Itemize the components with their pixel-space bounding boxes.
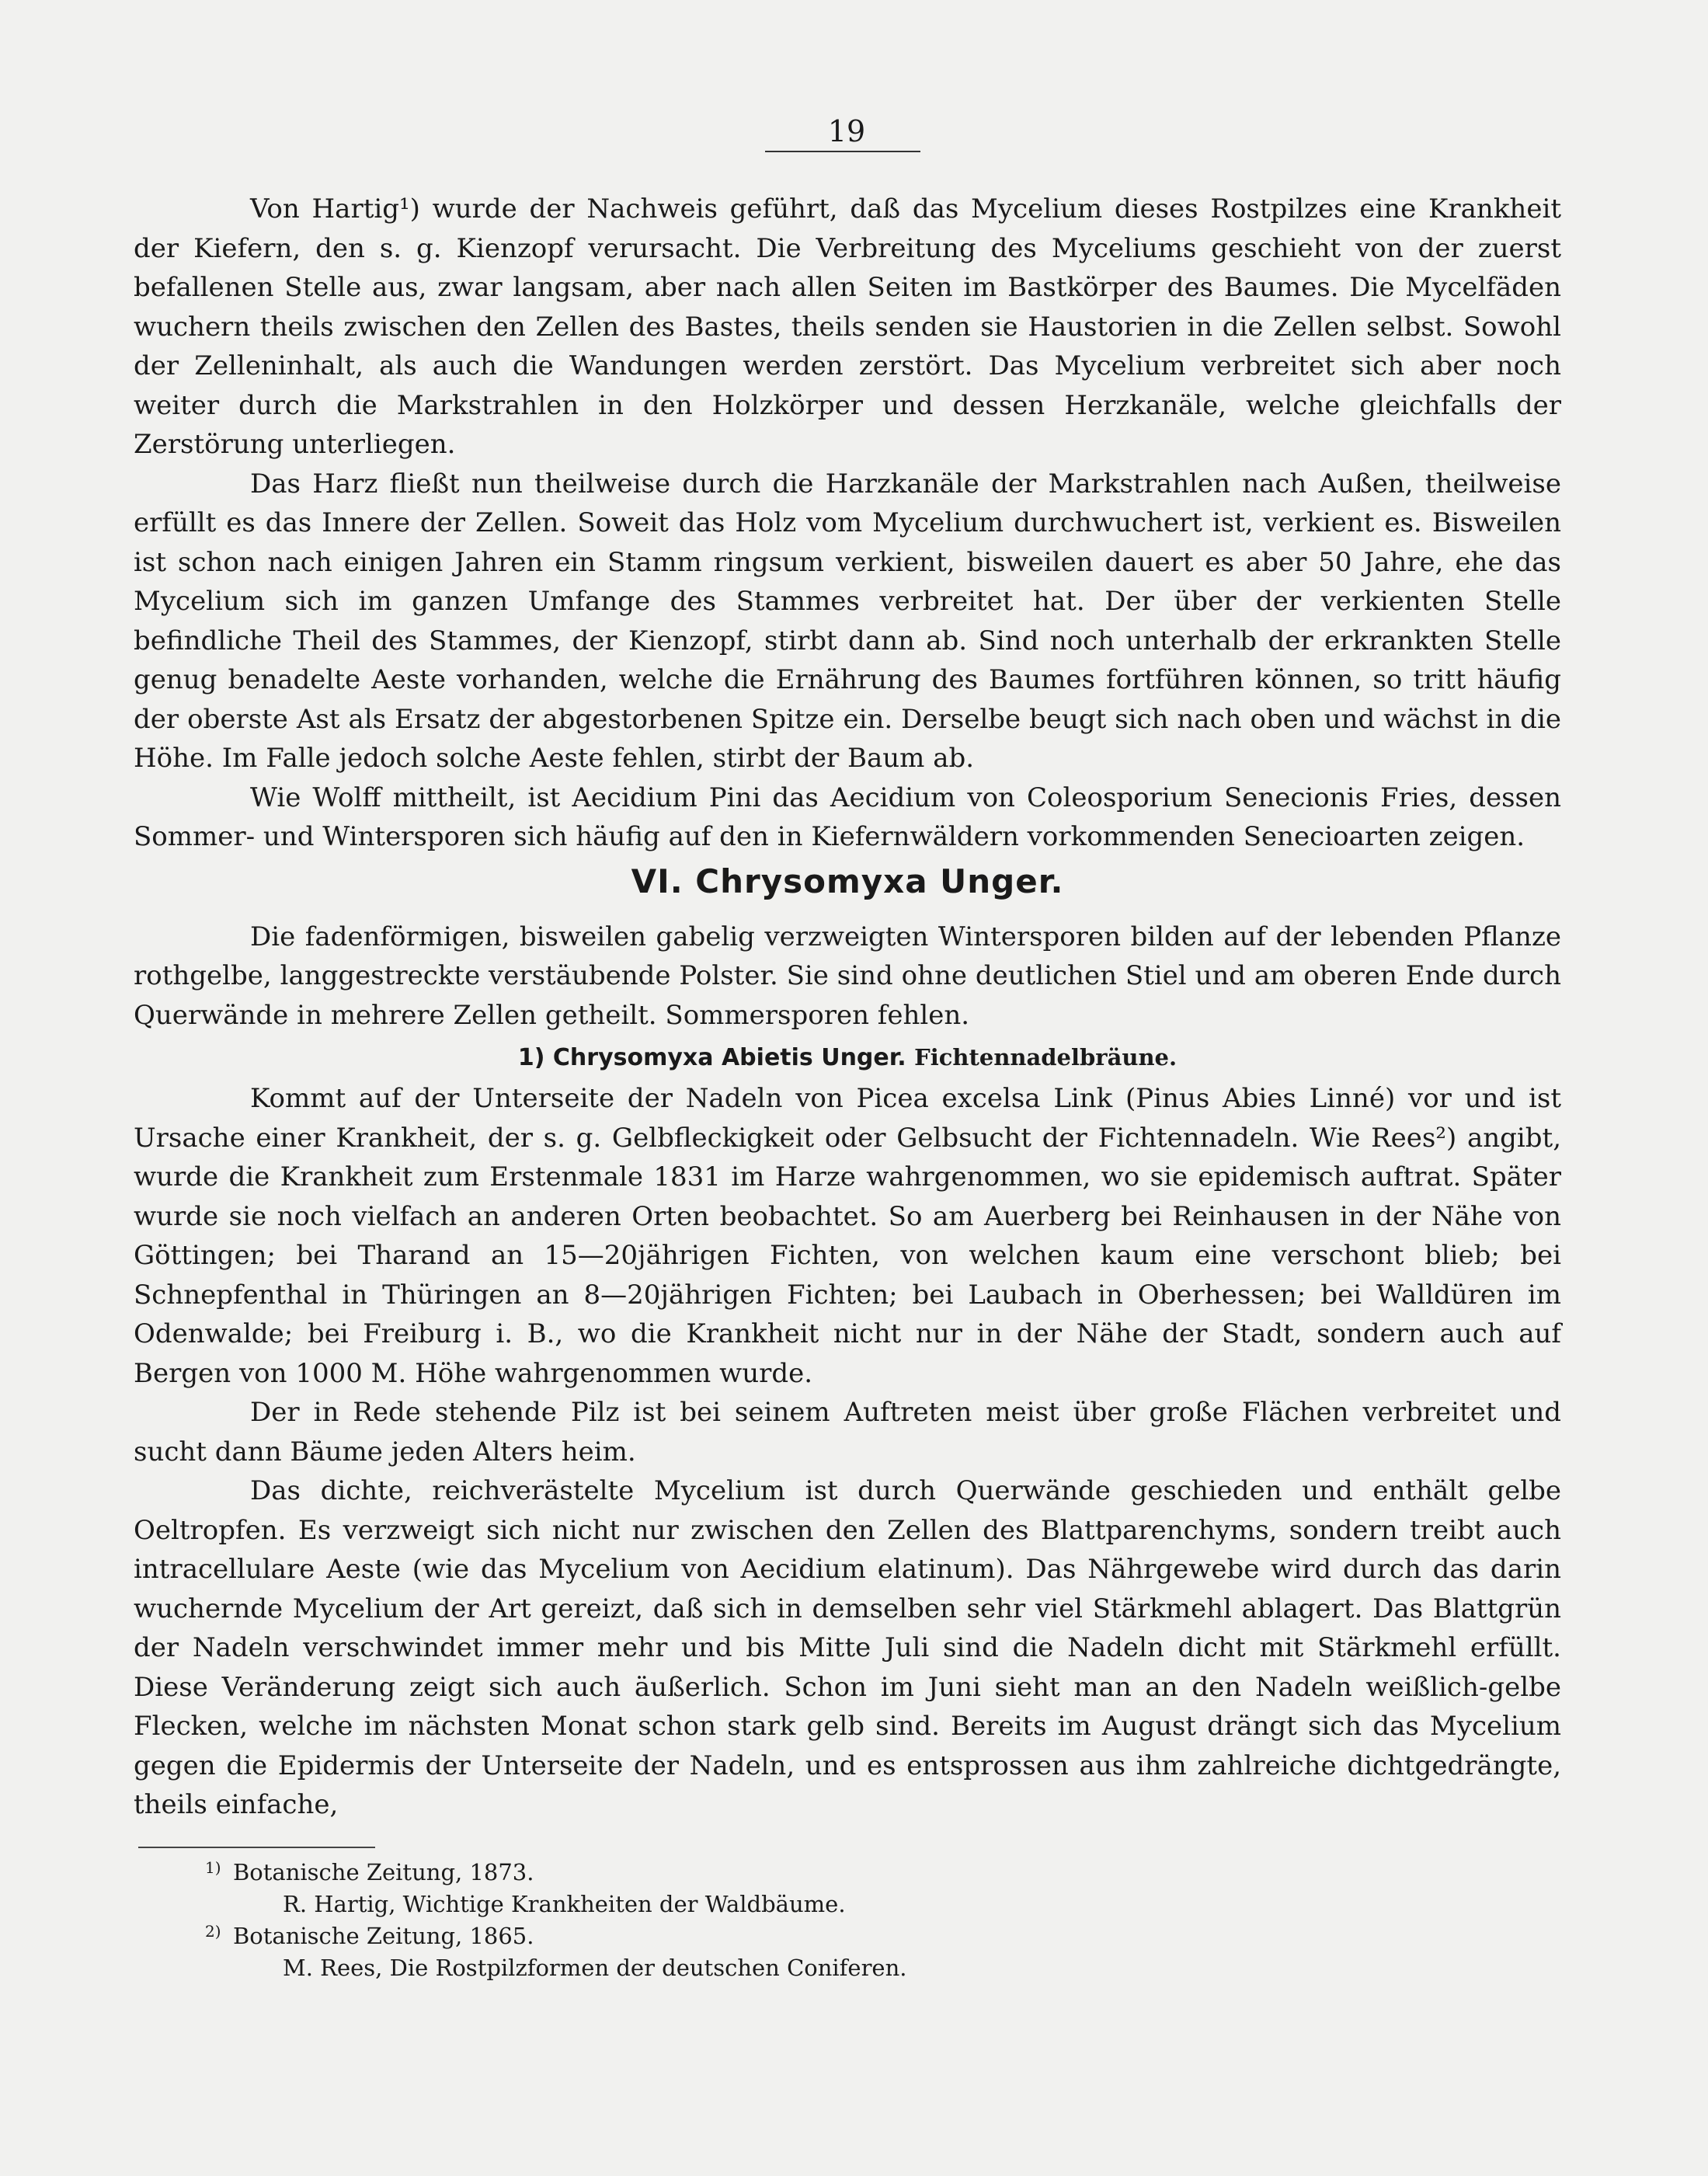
paragraph-mycelium: Das dichte, reichverästelte Mycelium ist durch Querwände geschieden und enthält gelbe Oeltropfen. Es verzweigt sich nicht nur zwischen den Zellen des Blattparenchyms, sondern treibt auch intracellulare Aeste (wie das Mycelium von Aecidium elatinum). Das Nährgewebe wird durch das darin wuchernde Mycelium der Art gereizt, daß sich in demselben sehr viel Stärkmehl ablagert. Das Blattgrün der Nadeln verschwindet immer mehr und bis Mitte Juli sind die Nadeln dicht mit Stärkmehl erfüllt. Diese Veränderung zeigt sich auch äußerlich. Schon im Juni sieht man an den Nadeln weißlich-gelbe Flecken, welche im nächsten Monat schon stark gelb sind. Bereits im August drängt sich das Mycelium gegen die Epidermis der Unterseite der Nadeln, und es entsprossen aus ihm zahlreiche dichtgedrängte, theils einfache, bbox=[134, 1475, 1561, 1820]
paragraph-hartig: Von Hartig¹) wurde der Nachweis geführt, daß das Mycelium dieses Rostpilzes eine Krankheit der Kiefern, den s. g. Kienzopf verursacht. Die Verbreitung des Myceliums geschieht von der zuerst befallenen Stelle aus, zwar langsam, aber nach allen Seiten im Bastkörper des Baumes. Die Mycelfäden wuchern theils zwischen den Zellen des Bastes, theils senden sie Haustorien in die Zellen selbst. Sowohl der Zelleninhalt, als auch die Wandungen werden zerstört. Das Mycelium verbreitet sich aber noch weiter durch die Markstrahlen in den Holzkörper und dessen Herzkanäle, welche gleichfalls der Zerstörung unterliegen. bbox=[134, 193, 1561, 460]
page-number-rule bbox=[765, 151, 920, 152]
footnote-2-continuation: M. Rees, Die Rostpilzformen der deutschen Coniferen. bbox=[283, 1955, 907, 1981]
subsection-title: 1) Chrysomyxa Abietis Unger. bbox=[517, 1044, 906, 1071]
section-heading: VI. Chrysomyxa Unger. bbox=[631, 862, 1064, 900]
paragraph-wolff: Wie Wolff mittheilt, ist Aecidium Pini das Aecidium von Coleosporium Senecionis Fries, dessen Sommer- und Wintersporen sich häufig auf den in Kiefernwäldern vorkommenden Senecioarten zeigen. bbox=[134, 782, 1561, 852]
subsection-heading bbox=[134, 1041, 1561, 1074]
footnote-2 bbox=[205, 1920, 1320, 1952]
footnotes bbox=[205, 1857, 1320, 1984]
paragraph-chrysomyxa-description: Die fadenförmigen, bisweilen gabelig verzweigten Wintersporen bilden auf der lebenden Pflanze rothgelbe, langgestreckte verstäubende Polster. Sie sind ohne deutlichen Stiel und am oberen Ende durch Querwände in mehrere Zellen getheilt. Sommersporen fehlen. bbox=[134, 921, 1561, 1031]
paragraph-harz: Das Harz fließt nun theilweise durch die Harzkanäle der Markstrahlen nach Außen, theilweise erfüllt es das Innere der Zellen. Soweit das Holz vom Mycelium durchwuchert ist, verkient es. Bisweilen ist schon nach einigen Jahren ein Stamm ringsum verkient, bisweilen dauert es aber 50 Jahre, ehe das Mycelium sich im ganzen Umfange des Stammes verbreitet hat. Der über der verkienten Stelle befindliche Theil des Stammes, der Kienzopf, stirbt dann ab. Sind noch unterhalb der erkrankten Stelle genug benadelte Aeste vorhanden, welche die Ernährung des Baumes fortführen können, so tritt häufig der oberste Ast als Ersatz der abgestorbenen Spitze ein. Derselbe beugt sich nach oben und wächst in die Höhe. Im Falle jedoch solche Aeste fehlen, stirbt der Baum ab. bbox=[134, 468, 1561, 774]
footnote-mark: 1) bbox=[205, 1858, 221, 1877]
footnote-mark: 2) bbox=[205, 1922, 221, 1941]
page-number: 19 bbox=[827, 114, 866, 148]
footnote-text: Botanische Zeitung, 1873. bbox=[233, 1859, 534, 1885]
subsection-common-name: Fichtennadelbräune. bbox=[914, 1044, 1178, 1071]
footnote-1-continuation: R. Hartig, Wichtige Krankheiten der Waldbäume. bbox=[283, 1891, 846, 1917]
paragraph-occurrence: Kommt auf der Unterseite der Nadeln von Picea excelsa Link (Pinus Abies Linné) vor und ist Ursache einer Krankheit, der s. g. Gelbfleckigkeit oder Gelbsucht der Fichtennadeln. Wie Rees²) angibt, wurde die Krankheit zum Erstenmale 1831 im Harze wahrgenommen, wo sie epidemisch auftrat. Später wurde sie noch vielfach an anderen Orten beobachtet. So am Auerberg bei Reinhausen in der Nähe von Göttingen; bei Tharand an 15—20jährigen Fichten, von welchen kaum eine verschont blieb; bei Schnepfenthal in Thüringen an 8—20jährigen Fichten; bei Laubach in Oberhessen; bei Walldüren im Odenwalde; bei Freiburg i. B., wo die Krankheit nicht nur in der Nähe der Stadt, sondern auch auf Bergen von 1000 M. Höhe wahrgenommen wurde. bbox=[134, 1083, 1561, 1389]
body-text bbox=[134, 190, 1561, 1825]
footnote-text: Botanische Zeitung, 1865. bbox=[233, 1923, 534, 1949]
footnote-rule bbox=[138, 1847, 375, 1848]
paragraph-spread: Der in Rede stehende Pilz ist bei seinem Auftreten meist über große Flächen verbreitet und sucht dann Bäume jeden Alters heim. bbox=[134, 1397, 1561, 1467]
footnote-1 bbox=[205, 1857, 1320, 1889]
